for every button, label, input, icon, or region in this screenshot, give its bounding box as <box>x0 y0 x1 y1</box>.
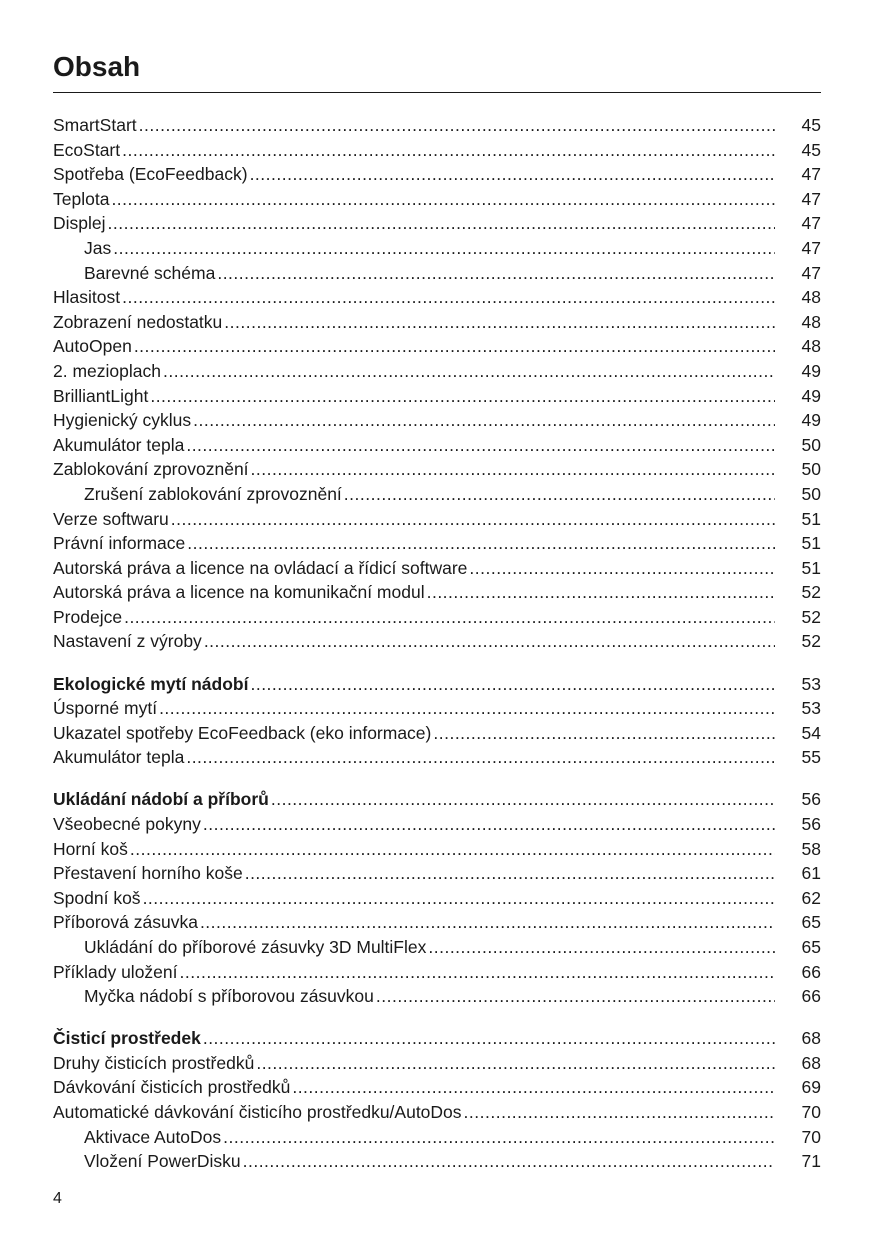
toc-entry[interactable] <box>53 861 821 886</box>
dot-leader <box>204 629 775 654</box>
toc-entry[interactable] <box>53 285 821 310</box>
toc-page-number: 47 <box>801 262 821 283</box>
toc-entry-title: Ukládání nádobí a příborů <box>53 789 269 810</box>
toc-page-number: 65 <box>801 937 821 957</box>
toc-page-number: 48 <box>801 336 821 357</box>
toc-page-number: 54 <box>801 722 821 743</box>
toc-entry-title: Ukládání do příborové zásuvky 3D MultiFlex <box>84 937 427 957</box>
toc-entry[interactable] <box>53 211 821 236</box>
dot-leader <box>108 211 775 236</box>
toc-page-number: 48 <box>801 311 821 332</box>
toc-entry-title: Myčka nádobí s příborovou zásuvkou <box>84 986 374 1007</box>
toc-section <box>53 787 821 1008</box>
toc-entry-title: EcoStart <box>53 139 121 160</box>
dot-leader <box>159 696 775 721</box>
toc-entry[interactable] <box>53 605 821 630</box>
toc-entry[interactable] <box>53 812 821 837</box>
toc-entry[interactable] <box>53 1100 821 1125</box>
toc-entry[interactable] <box>53 531 821 556</box>
toc-subentry[interactable] <box>53 1125 821 1150</box>
toc-entry-title: AutoOpen <box>53 336 132 357</box>
toc-entry[interactable] <box>53 886 821 911</box>
dot-leader <box>200 910 775 935</box>
toc-page-number: 56 <box>801 814 821 835</box>
toc-entry-title: Verze softwaru <box>53 508 169 529</box>
toc-chapter-entry[interactable] <box>53 1026 821 1051</box>
toc-entry-title: Nastavení z výroby <box>53 631 202 652</box>
dot-leader <box>130 837 775 862</box>
toc-entry-title: Akumulátor tepla <box>53 747 185 768</box>
dot-leader <box>203 812 775 837</box>
toc-page-number: 62 <box>801 887 821 908</box>
toc-entry-title: Právní informace <box>53 533 186 554</box>
toc-page-number: 45 <box>801 115 821 135</box>
toc-entry-title: 2. mezioplach <box>53 360 161 381</box>
toc-entry-title: Automatické dávkování čisticího prostředku/AutoDos <box>53 1102 462 1123</box>
toc-entry-title: Jas <box>84 237 112 258</box>
toc-entry[interactable] <box>53 1075 821 1100</box>
toc-entry-title: Příborová zásuvka <box>53 912 198 933</box>
dot-leader <box>251 457 775 482</box>
dot-leader <box>203 1026 775 1051</box>
toc-page-number: 45 <box>801 139 821 160</box>
toc-subentry[interactable] <box>53 261 821 286</box>
toc-chapter-entry[interactable] <box>53 672 821 697</box>
toc-entry[interactable] <box>53 721 821 746</box>
toc-subentry[interactable] <box>53 984 821 1009</box>
toc-entry[interactable] <box>53 113 821 138</box>
toc-entry[interactable] <box>53 696 821 721</box>
dot-leader <box>193 408 775 433</box>
dot-leader <box>469 556 775 581</box>
dot-leader <box>250 672 775 697</box>
toc-entry[interactable] <box>53 187 821 212</box>
toc-entry-title: Všeobecné pokyny <box>53 814 201 835</box>
dot-leader <box>428 935 775 960</box>
dot-leader <box>245 861 775 886</box>
toc-page-number: 50 <box>801 483 821 504</box>
dot-leader <box>143 886 775 911</box>
toc-entry[interactable] <box>53 745 821 770</box>
toc-entry-title: Zablokování zprovoznění <box>53 459 249 480</box>
toc-page-number: 48 <box>801 287 821 308</box>
toc-page-number: 47 <box>801 237 821 258</box>
dot-leader <box>139 113 775 138</box>
toc-entry-title: Vložení PowerDisku <box>84 1151 241 1172</box>
toc-entry-title: Autorská práva a licence na komunikační modul <box>53 582 425 603</box>
dot-leader <box>163 359 775 384</box>
toc-page-number: 53 <box>801 673 821 694</box>
toc-entry-title: Přestavení horního koše <box>53 863 243 884</box>
toc-subentry[interactable] <box>53 236 821 261</box>
toc-section <box>53 1026 821 1174</box>
toc-entry[interactable] <box>53 910 821 935</box>
toc-page-number: 49 <box>801 360 821 381</box>
toc-entry-title: Hygienický cyklus <box>53 410 192 431</box>
toc-entry-title: Prodejce <box>53 606 123 627</box>
dot-leader <box>186 745 775 770</box>
dot-leader <box>376 984 775 1009</box>
toc-page-number: 52 <box>801 606 821 627</box>
toc-entry-title: Autorská práva a licence na ovládací a řídicí software <box>53 557 468 578</box>
toc-entry-title: Příklady uložení <box>53 961 178 982</box>
toc-entry[interactable] <box>53 334 821 359</box>
dot-leader <box>243 1149 775 1174</box>
page-number: 4 <box>53 1190 62 1207</box>
toc-entry[interactable] <box>53 408 821 433</box>
toc-page-number: 51 <box>801 533 821 554</box>
dot-leader <box>271 787 775 812</box>
toc-page-number: 52 <box>801 582 821 603</box>
toc-entry[interactable] <box>53 556 821 581</box>
toc-entry[interactable] <box>53 433 821 458</box>
toc-entry-title: Dávkování čisticích prostředků <box>53 1077 291 1098</box>
toc-entry-title: Ekologické mytí nádobí <box>53 673 249 694</box>
toc-page-number: 66 <box>801 961 821 982</box>
toc-page-number: 47 <box>801 213 821 234</box>
toc-subentry[interactable] <box>53 1149 821 1174</box>
dot-leader <box>256 1051 775 1076</box>
toc-page-number: 47 <box>801 164 821 185</box>
dot-leader <box>433 721 775 746</box>
toc-page-number: 58 <box>801 838 821 859</box>
toc-page-number: 51 <box>801 508 821 529</box>
toc-page-number: 50 <box>801 434 821 455</box>
toc-entry[interactable] <box>53 359 821 384</box>
toc-entry[interactable] <box>53 1051 821 1076</box>
toc-entry[interactable] <box>53 580 821 605</box>
toc-entry[interactable] <box>53 310 821 335</box>
dot-leader <box>223 1125 775 1150</box>
toc-subentry[interactable] <box>53 935 821 960</box>
toc-page-number: 69 <box>801 1077 821 1098</box>
toc-page-number: 71 <box>801 1151 821 1172</box>
toc-page-number: 53 <box>801 698 821 719</box>
toc-section <box>53 113 821 654</box>
toc-page-number: 55 <box>801 747 821 768</box>
toc-entry-title: Horní koš <box>53 838 128 859</box>
toc-entry-title: Spodní koš <box>53 887 141 908</box>
toc-entry-title: Úsporné mytí <box>53 698 158 719</box>
toc-chapter-entry[interactable] <box>53 787 821 812</box>
toc-section <box>53 672 821 770</box>
toc-page-number: 51 <box>801 557 821 578</box>
toc-entry-title: Zrušení zablokování zprovoznění <box>84 483 342 504</box>
toc-entry-title: Barevné schéma <box>84 262 216 283</box>
toc-entry[interactable] <box>53 837 821 862</box>
toc-entry[interactable] <box>53 960 821 985</box>
toc-entry-title: Zobrazení nedostatku <box>53 311 223 332</box>
dot-leader <box>180 960 775 985</box>
toc-page-number: 49 <box>801 410 821 431</box>
toc-page-number: 47 <box>801 188 821 209</box>
toc-entry[interactable] <box>53 162 821 187</box>
toc-entry-title: Hlasitost <box>53 287 121 308</box>
dot-leader <box>464 1100 775 1125</box>
toc-page-number: 70 <box>801 1102 821 1123</box>
dot-leader <box>171 507 775 532</box>
toc-page-number: 68 <box>801 1028 821 1049</box>
dot-leader <box>186 433 775 458</box>
title-divider <box>53 92 821 93</box>
dot-leader <box>134 334 775 359</box>
toc-page-number: 70 <box>801 1126 821 1147</box>
dot-leader <box>224 310 775 335</box>
toc-page-number: 50 <box>801 459 821 480</box>
dot-leader <box>292 1075 775 1100</box>
toc-page-number: 65 <box>801 912 821 933</box>
toc-entry-title: Aktivace AutoDos <box>84 1126 222 1147</box>
dot-leader <box>187 531 775 556</box>
dot-leader <box>124 605 775 630</box>
page-title: Obsah <box>53 51 141 82</box>
toc-entry[interactable] <box>53 629 821 654</box>
toc-entry[interactable] <box>53 507 821 532</box>
dot-leader <box>217 261 775 286</box>
toc-entry-title: BrilliantLight <box>53 385 149 406</box>
toc-entry-title: Displej <box>53 213 106 234</box>
toc-entry-title: SmartStart <box>53 115 137 135</box>
toc-page-number: 49 <box>801 385 821 406</box>
toc-entry[interactable] <box>53 138 821 163</box>
toc-entry-title: Teplota <box>53 188 110 209</box>
toc-entry-title: Druhy čisticích prostředků <box>53 1052 255 1073</box>
toc-entry-title: Akumulátor tepla <box>53 434 185 455</box>
toc-subentry[interactable] <box>53 482 821 507</box>
toc-entry-title: Spotřeba (EcoFeedback) <box>53 164 248 185</box>
dot-leader <box>111 187 775 212</box>
toc-page-number: 56 <box>801 789 821 810</box>
dot-leader <box>122 285 775 310</box>
toc-page-number: 68 <box>801 1052 821 1073</box>
table-of-contents <box>53 113 821 1174</box>
toc-entry-title: Ukazatel spotřeby EcoFeedback (eko informace) <box>53 722 432 743</box>
toc-page-number: 66 <box>801 986 821 1007</box>
toc-entry-title: Čisticí prostředek <box>53 1028 201 1049</box>
toc-page-number: 61 <box>801 863 821 884</box>
toc-page-number: 52 <box>801 631 821 652</box>
dot-leader <box>250 162 775 187</box>
dot-leader <box>344 482 775 507</box>
dot-leader <box>150 384 775 409</box>
toc-entry[interactable] <box>53 384 821 409</box>
dot-leader <box>427 580 775 605</box>
dot-leader <box>122 138 775 163</box>
dot-leader <box>113 236 775 261</box>
toc-entry[interactable] <box>53 457 821 482</box>
